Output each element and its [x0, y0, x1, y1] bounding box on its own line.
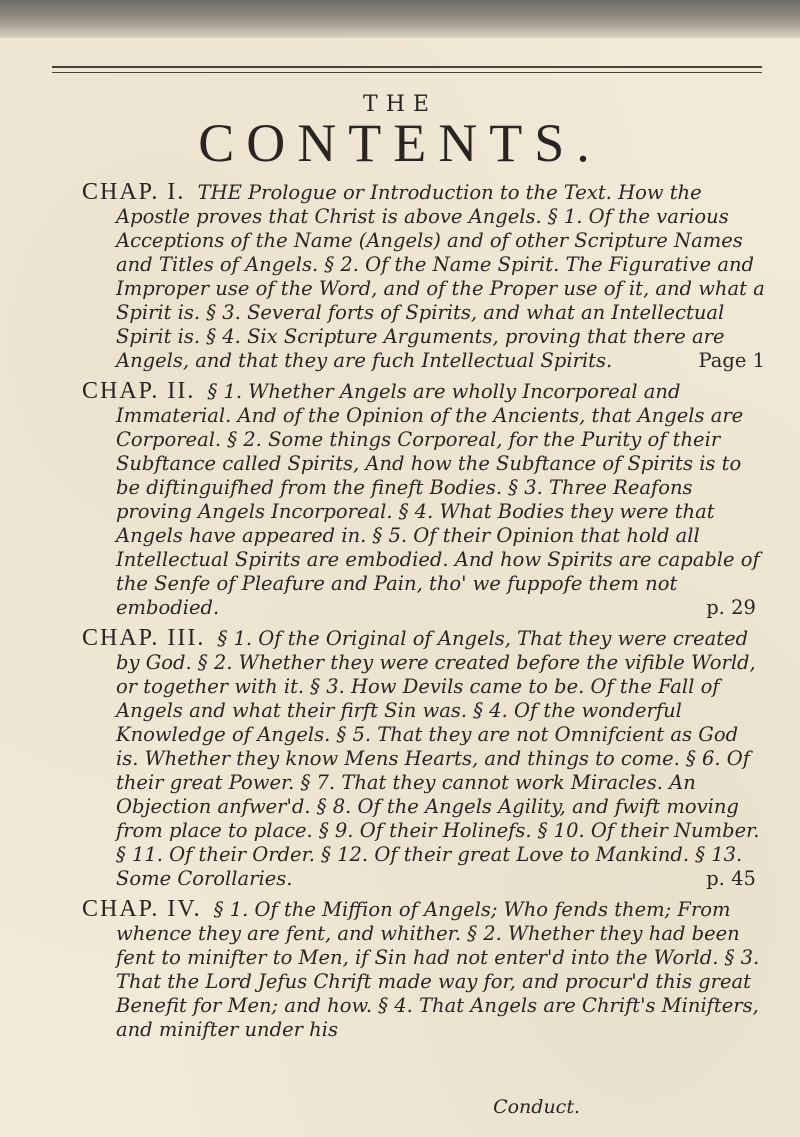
chapter-heading: CHAP. I.: [82, 179, 186, 205]
chapter-entry-2: [40, 379, 765, 620]
header-rule-thin: [52, 72, 762, 73]
chapter-summary: § 1. Whether Angels are wholly Incorporeal and Immaterial. And of the Opinion of the Ancients, that Angels are Corporeal. § 2. Some things Corporeal, for the Purity of their Subftance called Spirits, And how the Subftance of Spirits is to be diftinguifhed from the fineft Bodies. § 3. Three Reafons proving Angels Incorporeal. § 4. What Bodies they were that Angels have appeared in. § 5. Of their Opinion that hold all Intellectual Spirits are embodied. And how Spirits are capable of the Senfe of Pleafure and Pain, tho' we fuppofe them not embodied.: [116, 380, 760, 619]
chapter-heading: CHAP. IV.: [82, 896, 202, 922]
chapter-summary: § 1. Of the Miffion of Angels; Who fends them; From whence they are fent, and whither. § 2. Whether they had been fent to minifter to Men, if Sin had not enter'd into the World. § 3. That the Lord Jefus Chrift made way for, and procur'd this great Benefit for Men; and how. § 4. That Angels are Chrift's Minifters, and minifter under his: [116, 898, 760, 1041]
page-reference: p. 29: [706, 596, 756, 619]
chapter-entry-3: [40, 626, 765, 891]
chapter-heading: CHAP. II.: [82, 378, 196, 404]
chapter-summary: THE Prologue or Introduction to the Text. How the Apostle proves that Christ is above Angels. § 1. Of the various Acceptions of the Name (Angels) and of other Scripture Names and Titles of Angels. § 2. Of the Name Spirit. The Figurative and Improper use of the Word, and of the Proper use of it, and what a Spirit is. § 3. Several forts of Spirits, and what an Intellectual Spirit is. § 4. Six Scripture Arguments, proving that there are Angels, and that they are fuch Intellectual Spirits.: [116, 181, 765, 372]
page-title: CONTENTS.: [198, 113, 602, 173]
contents-list: [40, 180, 765, 1048]
torn-page-edge: [0, 0, 800, 38]
catchword: Conduct.: [493, 1096, 580, 1118]
chapter-summary: § 1. Of the Original of Angels, That they were created by God. § 2. Whether they were created before the vifible World, or together with it. § 3. How Devils came to be. Of the Fall of Angels and what their firft Sin was. § 4. Of the wonderful Knowledge of Angels. § 5. That they are not Omnifcient as God is. Whether they know Mens Hearts, and things to come. § 6. Of their great Power. § 7. That they cannot work Miracles. An Objection anfwer'd. § 8. Of the Angels Agility, and fwift moving from place to place. § 9. Of their Holinefs. § 10. Of their Number. § 11. Of their Order. § 12. Of their great Love to Mankind. § 13. Some Corollaries.: [116, 627, 760, 890]
chapter-entry-4: [40, 897, 765, 1042]
chapter-heading: CHAP. III.: [82, 625, 206, 651]
header-rule: [52, 66, 762, 68]
chapter-entry-1: [40, 180, 765, 373]
page-reference: Page 1: [698, 349, 765, 372]
page-reference: p. 45: [706, 867, 756, 890]
page-heading-the: THE: [363, 92, 437, 117]
